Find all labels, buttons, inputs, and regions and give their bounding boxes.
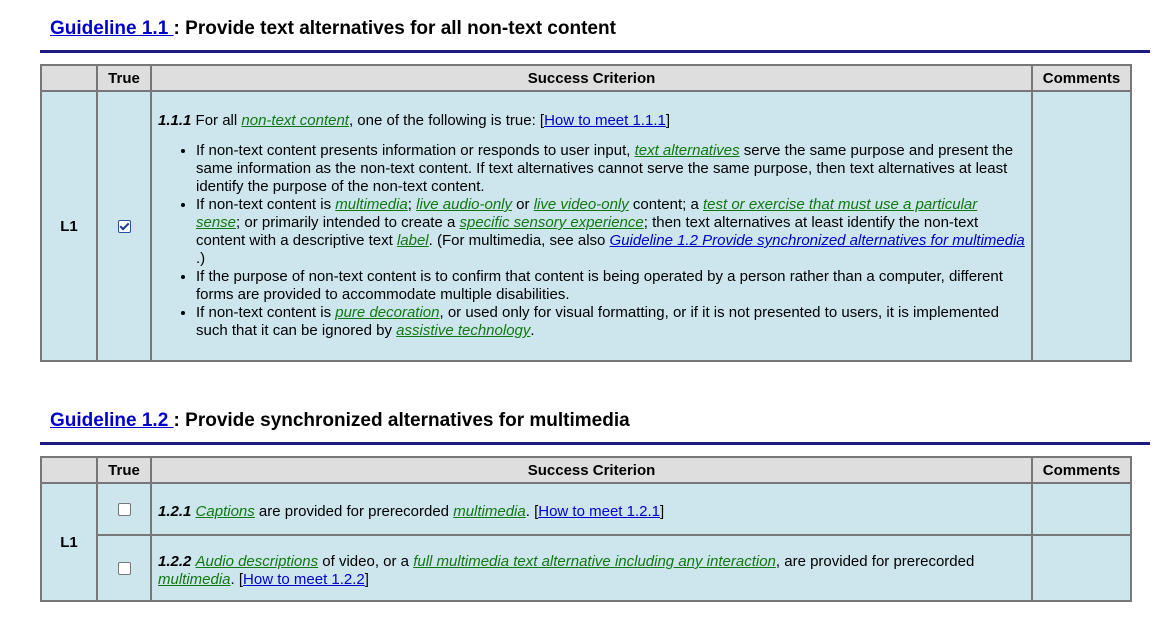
comments-cell[interactable] (1032, 483, 1131, 535)
glossary-link[interactable]: full multimedia text alternative including any interaction (413, 553, 776, 570)
header-success-criterion: Success Criterion (151, 457, 1032, 483)
list-item: • If non-text content is multimedia; live audio-only or live video-only content; a test or exercise that must use a particular sense; or primarily intended to create a specific sensory experience; then text alternatives at least identify the non-text content with a descriptive text label. (For multimedia, see also Guideline 1.2 Provide synchronized alternatives for multimedia .) (196, 196, 1025, 268)
glossary-link[interactable]: live video-only (533, 196, 629, 213)
glossary-link[interactable]: test or exercise that must use a particular sense (196, 196, 978, 231)
glossary-link[interactable]: Captions (195, 503, 255, 520)
glossary-link[interactable]: specific sensory experience (459, 214, 644, 231)
header-comments: Comments (1032, 457, 1131, 483)
checkbox-1-1-1-checked[interactable] (118, 220, 131, 233)
glossary-link[interactable]: multimedia (335, 196, 408, 213)
list-item: • If non-text content is pure decoration, or used only for visual formatting, or if it is not presented to users, it is implemented such that it can be ignored by assistive technology. (196, 304, 1025, 340)
checklist-table-1-2 (40, 456, 1132, 602)
glossary-link[interactable]: text alternatives (634, 142, 740, 159)
list-item: • If non-text content presents information or responds to user input, text alternatives serve the same purpose and present the same information as the non-text content. If text alternatives cannot serve the same purpose, then text alternatives at least identify the purpose of the non-text content. (196, 142, 1025, 196)
criterion-1-2-1: 1.2.1 Captions are provided for prerecorded multimedia. [How to meet 1.2.1] (151, 483, 1032, 535)
criterion-1-2-2: 1.2.2 Audio descriptions of video, or a full multimedia text alternative including any interaction, are provided for prerecorded multimedia. [How to meet 1.2.2] (151, 535, 1032, 601)
comments-cell[interactable] (1032, 535, 1131, 601)
level-cell: L1 (41, 483, 97, 601)
header-level (41, 65, 97, 91)
criterion-number: 1.2.1 (158, 503, 192, 520)
glossary-link[interactable]: multimedia (453, 503, 526, 520)
guideline-1-1-link[interactable]: Guideline 1.1 (50, 18, 174, 39)
guideline-1-1-heading (50, 18, 616, 40)
guideline-1-1-title: : Provide text alternatives for all non-text content (173, 18, 616, 39)
text: For all (191, 112, 242, 129)
comments-cell[interactable] (1032, 91, 1131, 361)
glossary-link[interactable]: pure decoration (335, 304, 440, 321)
glossary-link[interactable]: label (396, 232, 429, 249)
header-level (41, 457, 97, 483)
glossary-link[interactable]: non-text content (241, 112, 349, 129)
glossary-link[interactable]: multimedia (158, 571, 231, 588)
guideline-1-2-crossref-link[interactable]: Guideline 1.2 Provide synchronized alternatives for multimedia (609, 232, 1025, 249)
text: , one of the following is true: [ (348, 112, 545, 129)
header-true: True (97, 65, 151, 91)
checkbox-1-2-1[interactable] (118, 503, 131, 516)
true-cell (97, 91, 151, 361)
criterion-number: 1.2.2 (158, 553, 192, 570)
header-true: True (97, 457, 151, 483)
true-cell (97, 535, 151, 601)
guideline-1-2-heading (50, 410, 630, 432)
glossary-link[interactable]: live audio-only (416, 196, 513, 213)
how-to-meet-link[interactable]: How to meet 1.1.1 (544, 112, 666, 129)
header-success-criterion: Success Criterion (151, 65, 1032, 91)
how-to-meet-link[interactable]: How to meet 1.2.2 (243, 571, 365, 588)
level-cell: L1 (41, 91, 97, 361)
header-comments: Comments (1032, 65, 1131, 91)
glossary-link[interactable]: Audio descriptions (195, 553, 319, 570)
checkbox-1-2-2[interactable] (118, 562, 131, 575)
text: ] (665, 112, 670, 129)
checklist-table-1-1 (40, 64, 1132, 362)
criterion-bullets (158, 142, 1025, 340)
glossary-link[interactable]: assistive technology (396, 322, 531, 339)
heading-rule (40, 442, 1150, 445)
how-to-meet-link[interactable]: How to meet 1.2.1 (538, 503, 660, 520)
true-cell (97, 483, 151, 535)
guideline-1-2-title: : Provide synchronized alternatives for multimedia (173, 410, 630, 431)
criterion-number: 1.1.1 (158, 112, 192, 129)
list-item: • If the purpose of non-text content is to confirm that content is being operated by a person rather than a computer, different forms are provided to accommodate multiple disabilities. (196, 268, 1025, 304)
guideline-1-2-link[interactable]: Guideline 1.2 (50, 410, 174, 431)
criterion-1-1-1 (151, 91, 1032, 361)
heading-rule (40, 50, 1150, 53)
